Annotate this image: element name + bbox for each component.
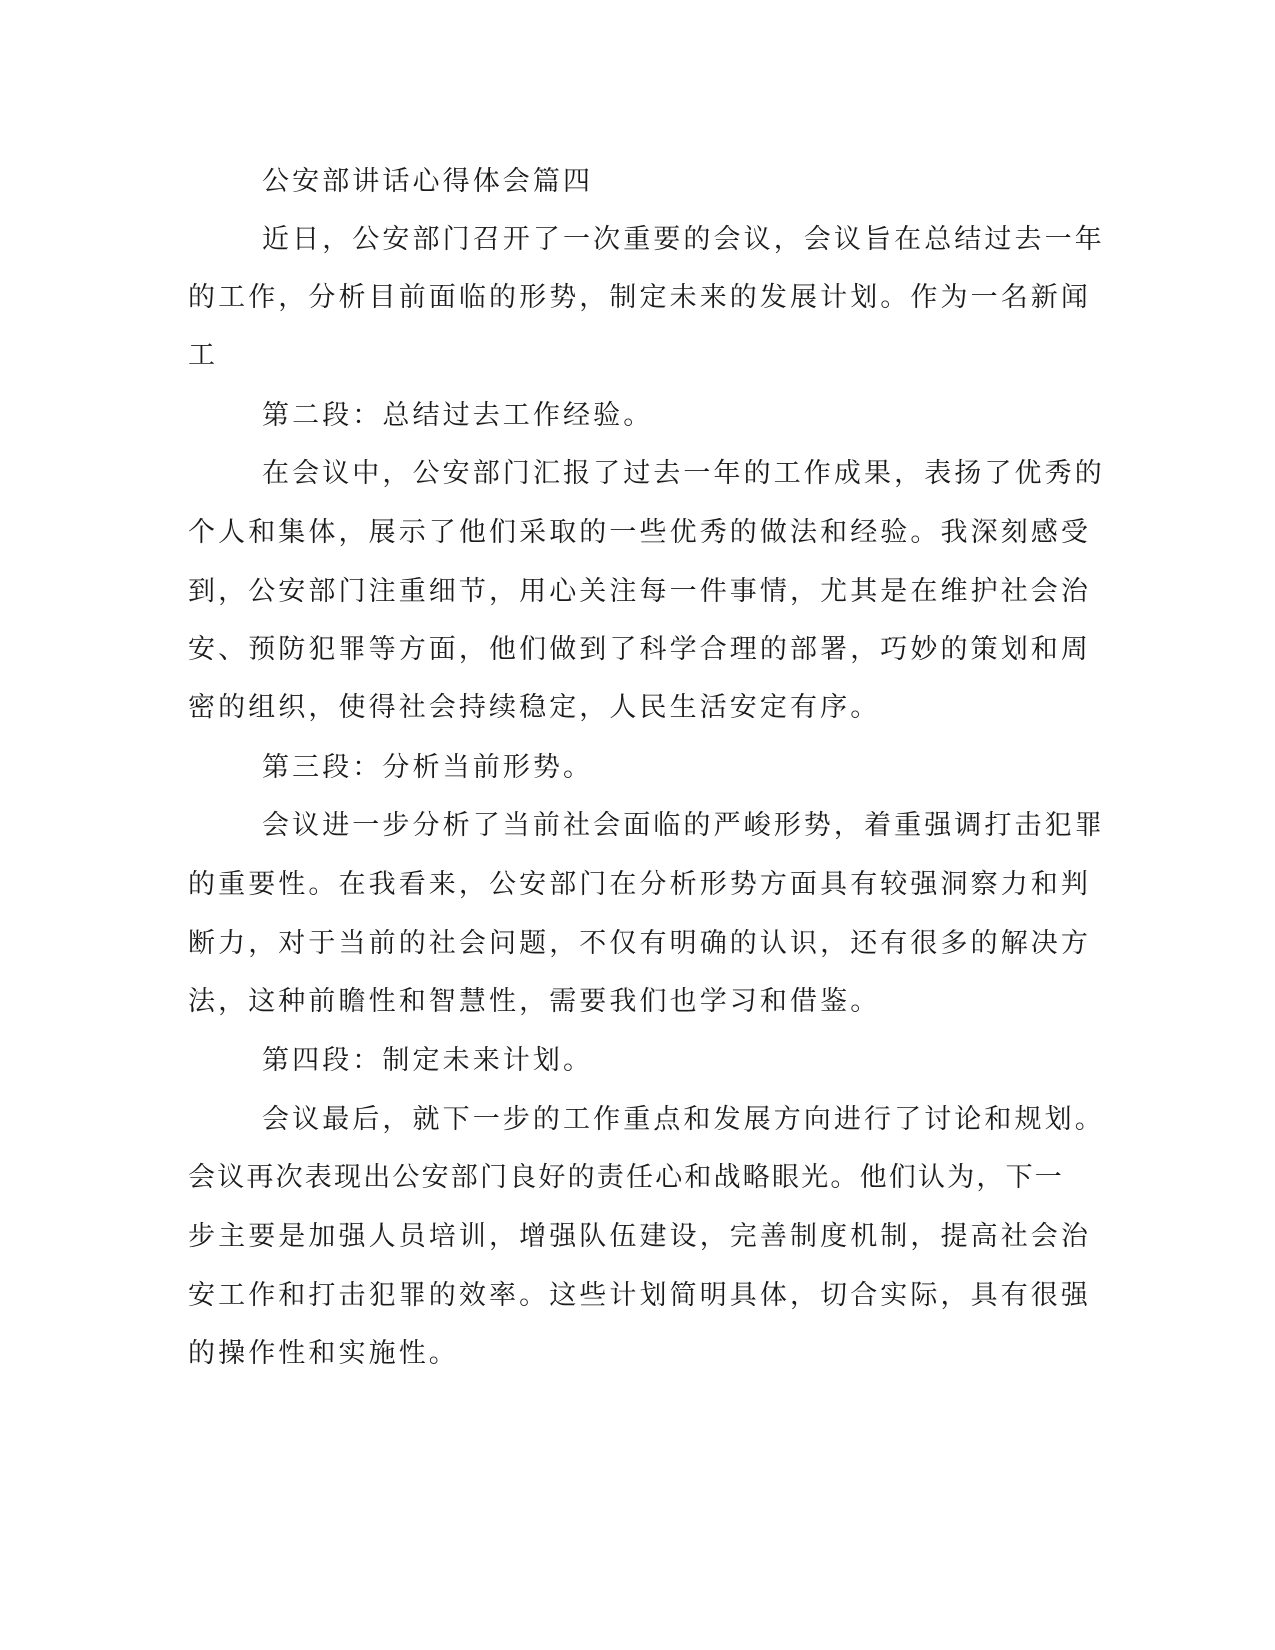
paragraph-line: 的重要性。在我看来，公安部门在分析形势方面具有较强洞察力和判 bbox=[188, 869, 1091, 900]
paragraph-line: 安工作和打击犯罪的效率。这些计划简明具体，切合实际，具有很强 bbox=[188, 1280, 1091, 1311]
paragraph-line: 会议再次表现出公安部门良好的责任心和战略眼光。他们认为，下一 bbox=[188, 1162, 1064, 1193]
paragraph-line: 法，这种前瞻性和智慧性，需要我们也学习和借鉴。 bbox=[188, 986, 881, 1017]
paragraph-line: 的工作，分析目前面临的形势，制定未来的发展计划。作为一名新闻 bbox=[188, 282, 1091, 313]
paragraph-line: 的操作性和实施性。 bbox=[188, 1338, 459, 1369]
paragraph-line: 近日，公安部门召开了一次重要的会议，会议旨在总结过去一年 bbox=[262, 224, 1105, 255]
paragraph-line: 工 bbox=[188, 340, 219, 371]
paragraph-line: 会议最后，就下一步的工作重点和发展方向进行了讨论和规划。 bbox=[262, 1104, 1105, 1135]
paragraph-line: 在会议中，公安部门汇报了过去一年的工作成果，表扬了优秀的 bbox=[262, 458, 1105, 489]
section-heading: 第四段：制定未来计划。 bbox=[262, 1045, 594, 1076]
document-title: 公安部讲话心得体会篇四 bbox=[262, 166, 594, 197]
paragraph-line: 步主要是加强人员培训，增强队伍建设，完善制度机制，提高社会治 bbox=[188, 1221, 1091, 1252]
section-heading: 第三段：分析当前形势。 bbox=[262, 752, 594, 783]
paragraph-line: 断力，对于当前的社会问题，不仅有明确的认识，还有很多的解决方 bbox=[188, 928, 1091, 959]
paragraph-line: 密的组织，使得社会持续稳定，人民生活安定有序。 bbox=[188, 692, 881, 723]
paragraph-line: 个人和集体，展示了他们采取的一些优秀的做法和经验。我深刻感受 bbox=[188, 517, 1091, 548]
section-heading: 第二段：总结过去工作经验。 bbox=[262, 400, 654, 431]
paragraph-line: 安、预防犯罪等方面，他们做到了科学合理的部署，巧妙的策划和周 bbox=[188, 634, 1091, 665]
paragraph-line: 到，公安部门注重细节，用心关注每一件事情，尤其是在维护社会治 bbox=[188, 576, 1091, 607]
paragraph-line: 会议进一步分析了当前社会面临的严峻形势，着重强调打击犯罪 bbox=[262, 810, 1105, 841]
